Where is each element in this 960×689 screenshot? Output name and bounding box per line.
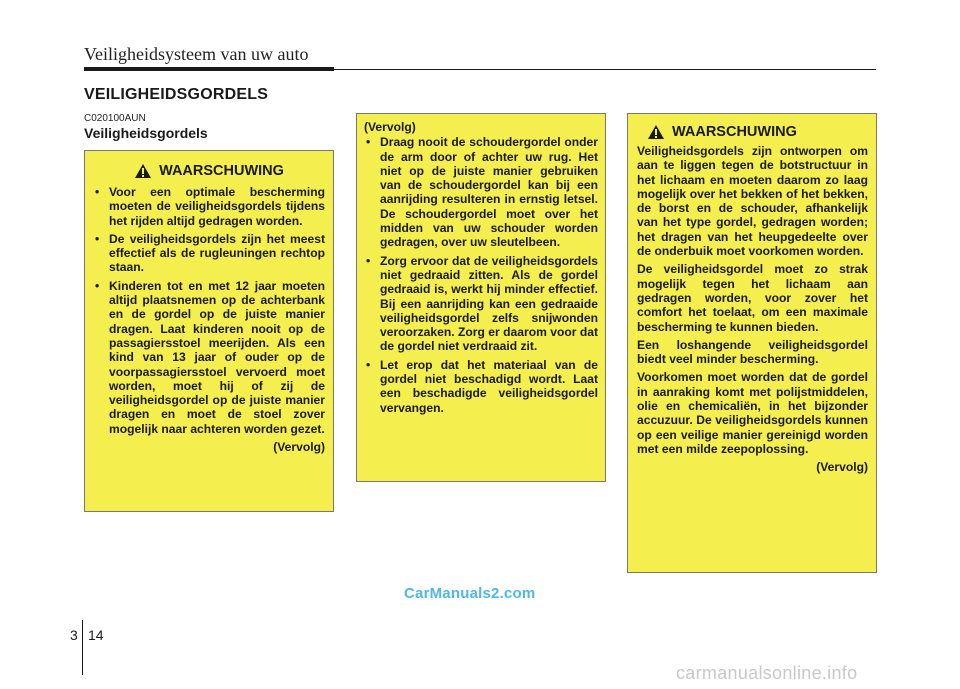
list-item: • Kinderen tot en met 12 jaar moeten altijd plaatsnemen op de achterbank en de gordel op de juiste manier dragen. Laat kinderen nooit op de passagiersstoel meerijden. Als een kind van 13 jaar of ouder op de voorpassagiersstoel vervoerd moet worden, moet hij of zij de veiligheidsgordel op de juiste manier dragen en moet de stoel zover mogelijk naar achteren worden gezet.: [93, 279, 325, 436]
list-item: • Voor een optimale bescherming moeten de veiligheidsgordels tijdens het rijden altijd gedragen worden.: [93, 185, 325, 228]
continued-label: (Vervolg): [816, 460, 868, 475]
list-item: • Let erop dat het materiaal van de gordel niet beschadigd wordt. Laat een beschadigde veiligheidsgordel vervangen.: [364, 358, 598, 415]
warning-box-2: [356, 113, 606, 482]
section-subtitle: Veiligheidsgordels: [84, 125, 208, 141]
list-item: • Draag nooit de schoudergordel onder de arm door of achter uw rug. Het niet op de juiste manier gebruiken van de schoudergordel kan bij een aanrijding resulteren in ernstig letsel. De schoudergordel moet over het midden van uw schouder worden gedragen, over uw sleutelbeen.: [364, 135, 598, 249]
header-rule-thick: [84, 67, 334, 71]
warning-heading: [647, 124, 868, 140]
warning-box-3: [627, 113, 877, 573]
warning-bullet-list: [93, 185, 325, 436]
list-item: • Zorg ervoor dat de veiligheidsgordels niet gedraaid zitten. Als de gordel gedraaid is, werkt hij minder effectief. Bij een aanrijding kan een gedraaide veiligheidsgordel zelfs snijwonden veroorzaken. Zorg er daarom voor dat de gordel niet verdraaid zit.: [364, 254, 598, 354]
page-number: 14: [88, 627, 104, 643]
page-chapter-number: 3: [70, 627, 78, 643]
footer-divider: [82, 620, 83, 675]
warning-triangle-icon: [647, 124, 665, 140]
warning-triangle-icon: [134, 163, 152, 179]
list-item: • De veiligheidsgordels zijn het meest effectief als de rugleuningen rechtop staan.: [93, 232, 325, 275]
warning-paragraph: Voorkomen moet worden dat de gordel in aanraking komt met polijstmiddelen, olie en chemicaliën, in het bijzonder accuzuur. De veiligheidsgordels kunnen op een veilige manier gereinigd worden met een milde zeepoplossing.: [637, 370, 868, 456]
warning-heading-text: WAARSCHUWING: [672, 123, 797, 140]
warning-paragraph: Veiligheidsgordels zijn ontworpen om aan te liggen tegen de botstructuur in het lichaam en moeten daarom zo laag mogelijk over het bekken of het bekken, de borst en de schouder, afhankelijk van het type gordel, gedragen worden; het dragen van het heupgedeelte over de onderbuik moet voorkomen worden.: [637, 144, 868, 259]
section-code: C020100AUN: [84, 113, 146, 124]
warning-heading: [93, 163, 325, 179]
site-watermark: carmanualsonline.info: [676, 663, 858, 683]
warning-heading-text: WAARSCHUWING: [159, 162, 284, 179]
running-header: Veiligheidsysteem van uw auto: [84, 44, 309, 64]
watermark-link[interactable]: CarManuals2.com: [404, 585, 536, 602]
header-rule-thin: [334, 69, 876, 70]
warning-bullet-list: [364, 135, 598, 415]
warning-paragraph: Een loshangende veiligheidsgordel biedt veel minder bescherming.: [637, 337, 868, 367]
continued-label: (Vervolg): [364, 120, 416, 134]
warning-paragraph: De veiligheidsgordel moet zo strak mogelijk tegen het lichaam aan gedragen worden, voor zover het comfort het toelaat, om een maximale bescherming te kunnen bieden.: [637, 262, 868, 334]
continued-label: (Vervolg): [273, 440, 325, 455]
section-title: VEILIGHEIDSGORDELS: [84, 86, 269, 103]
warning-box-1: [84, 150, 334, 512]
